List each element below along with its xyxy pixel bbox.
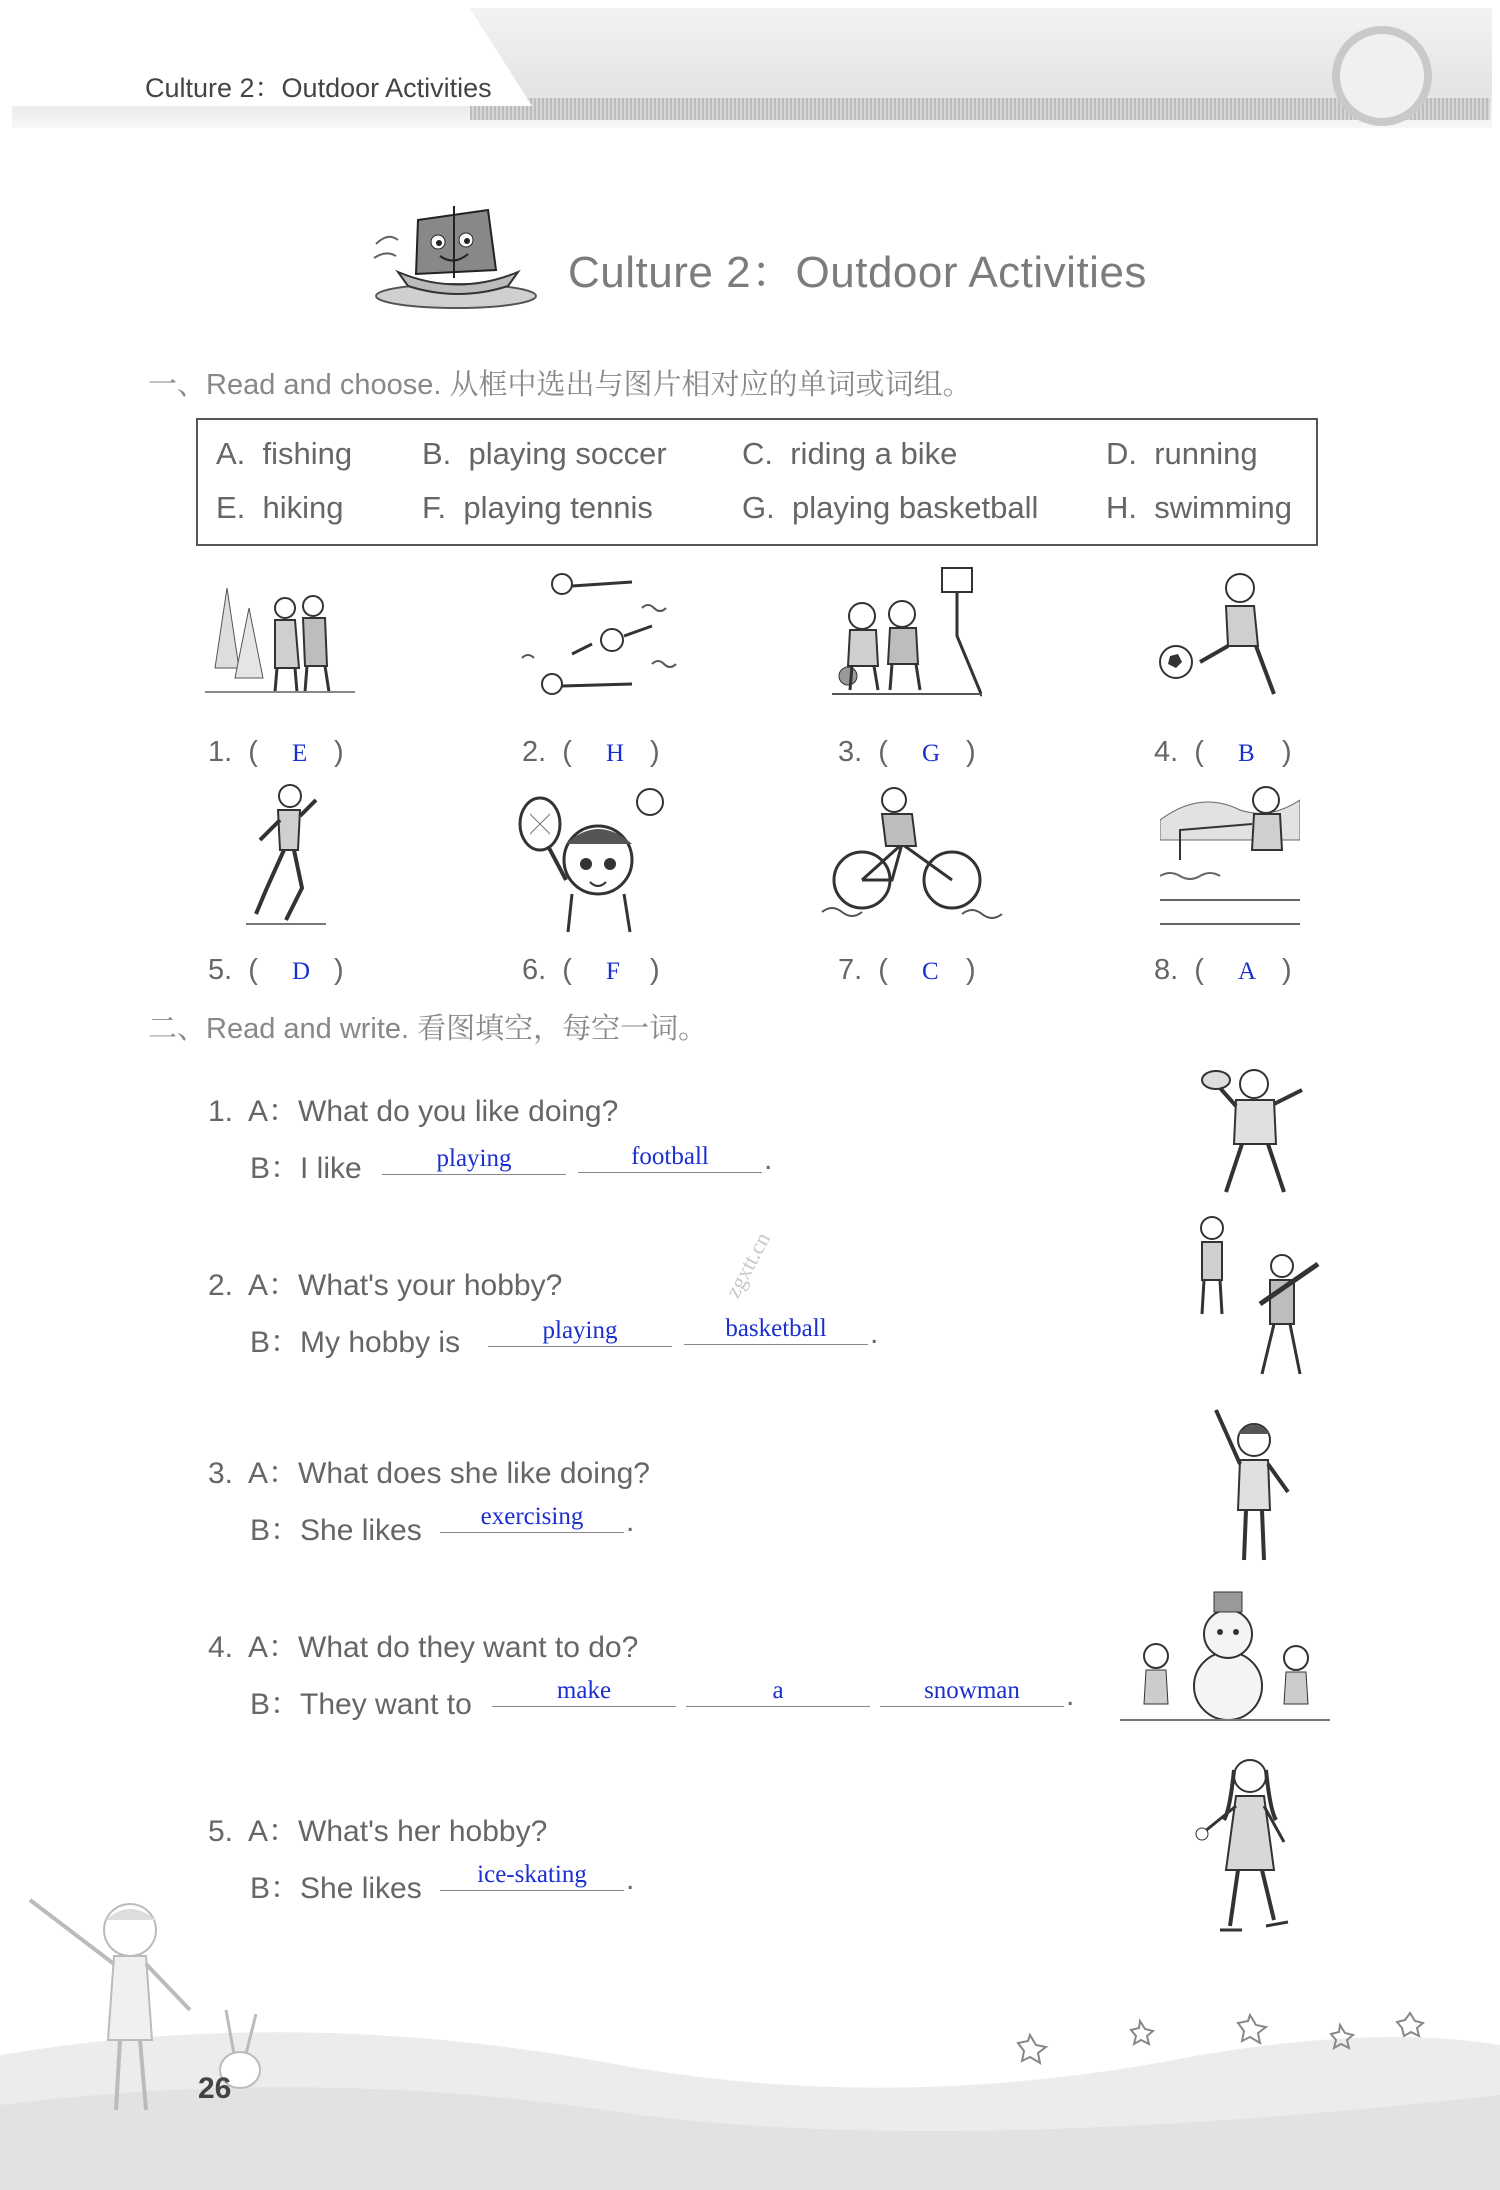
item-1-close-paren: ): [334, 736, 344, 768]
item-4-number: 4. (: [1154, 736, 1204, 768]
q2-question: 2. A：What's your hobby?: [208, 1269, 563, 1302]
q5-period: .: [626, 1863, 635, 1896]
option-a: A. fishing: [216, 436, 353, 471]
item-3-answer: G: [922, 740, 941, 767]
soccer-picture: [1150, 566, 1300, 704]
q2-blank-1: playing: [488, 1318, 672, 1347]
item-3-close-paren: ): [966, 736, 976, 768]
item-4-close-paren: ): [1282, 736, 1292, 768]
section2-title: 二、Read and write. 看图填空，每空一词。: [148, 1013, 708, 1045]
q2-period: .: [870, 1317, 879, 1350]
item-7-number: 7. (: [838, 954, 888, 986]
q2-answer-prefix: B：My hobby is: [250, 1326, 461, 1359]
watermark: zgxtt.cn: [720, 1227, 776, 1302]
item-8-answer: A: [1238, 958, 1257, 985]
q1-answer-prefix: B：I like: [250, 1152, 362, 1185]
q5-blank-1: ice-skating: [440, 1862, 624, 1891]
q3-answer-prefix: B：She likes: [250, 1514, 422, 1547]
option-d: D. running: [1106, 436, 1258, 471]
item-7-answer: C: [922, 958, 939, 985]
cycling-picture: [812, 784, 1012, 924]
q1-question: 1. A：What do you like doing?: [208, 1095, 619, 1128]
item-2-number: 2. (: [522, 736, 572, 768]
q4-blank-1: make: [492, 1678, 676, 1707]
ice-skating-girl-picture: [1190, 1750, 1310, 1940]
q1-blank-1: playing: [382, 1146, 566, 1175]
basketball-picture: [832, 566, 982, 698]
item-2-close-paren: ): [650, 736, 660, 768]
tennis-picture: [510, 784, 680, 934]
header-circle-decoration: [1332, 26, 1432, 126]
section1-title: 一、Read and choose. 从框中选出与图片相对应的单词或词组。: [148, 369, 972, 401]
item-3-number: 3. (: [838, 736, 888, 768]
option-c: C. riding a bike: [742, 436, 958, 471]
item-4-answer: B: [1238, 740, 1255, 767]
viking-ship-icon: [368, 202, 548, 312]
q5-question: 5. A：What's her hobby?: [208, 1815, 548, 1848]
exercising-girl-picture: [1208, 1400, 1298, 1570]
item-2-answer: H: [606, 740, 625, 767]
item-5-number: 5. (: [208, 954, 258, 986]
q3-blank-1: exercising: [440, 1504, 624, 1533]
running-title: Culture 2：Outdoor Activities: [145, 73, 492, 103]
option-h: H. swimming: [1106, 490, 1293, 525]
running-picture: [236, 780, 336, 930]
q3-question: 3. A：What does she like doing?: [208, 1457, 650, 1490]
q4-blank-3: snowman: [880, 1678, 1064, 1707]
item-6-number: 6. (: [522, 954, 572, 986]
q4-answer-prefix: B：They want to: [250, 1688, 472, 1721]
hiking-picture: [205, 568, 355, 698]
item-6-answer: F: [606, 958, 620, 985]
q4-blank-2: a: [686, 1678, 870, 1707]
q4-question: 4. A：What do they want to do?: [208, 1631, 639, 1664]
item-8-close-paren: ): [1282, 954, 1292, 986]
item-1-answer: E: [292, 740, 308, 767]
option-f: F. playing tennis: [422, 490, 653, 525]
baseball-kids-picture: [1190, 1214, 1320, 1390]
page-title: Culture 2：Outdoor Activities: [568, 248, 1147, 297]
option-g: G. playing basketball: [742, 490, 1039, 525]
item-7-close-paren: ): [966, 954, 976, 986]
option-e: E. hiking: [216, 490, 344, 525]
girl-and-rabbit-decoration: [20, 1890, 280, 2130]
q1-period: .: [764, 1143, 773, 1176]
item-5-close-paren: ): [334, 954, 344, 986]
q1-blank-2: football: [578, 1144, 762, 1173]
option-b: B. playing soccer: [422, 436, 667, 471]
fishing-picture: [1160, 780, 1300, 930]
q3-period: .: [626, 1505, 635, 1538]
item-1-number: 1. (: [208, 736, 258, 768]
football-player-picture: [1196, 1060, 1316, 1200]
page-number: 26: [198, 2072, 232, 2105]
header-stripe: [470, 98, 1490, 120]
swimming-picture: [512, 568, 692, 698]
item-6-close-paren: ): [650, 954, 660, 986]
snowman-picture: [1120, 1586, 1330, 1726]
q5-answer-prefix: B：She likes: [250, 1872, 422, 1905]
q2-blank-2: basketball: [684, 1316, 868, 1345]
item-5-answer: D: [292, 958, 311, 985]
q4-period: .: [1066, 1679, 1075, 1712]
item-8-number: 8. (: [1154, 954, 1204, 986]
